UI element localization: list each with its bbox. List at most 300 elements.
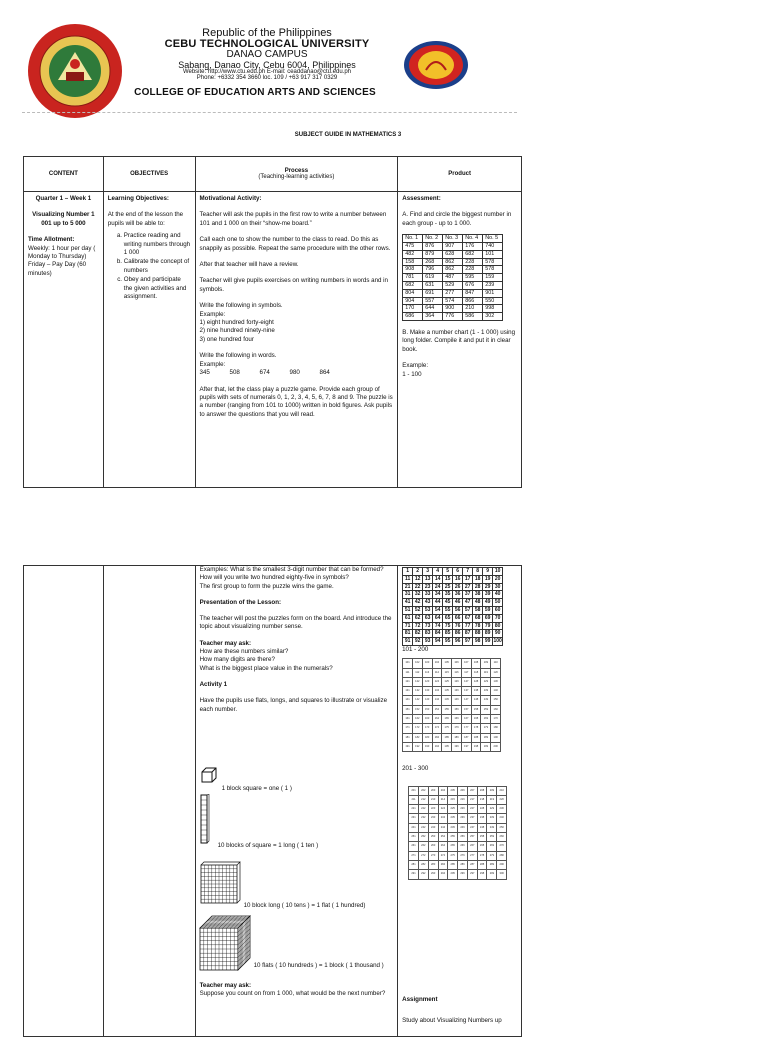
mini-chart-cell: 210 bbox=[497, 786, 507, 795]
mini-chart-row bbox=[403, 705, 501, 714]
mini-chart-cell: 193 bbox=[422, 742, 432, 751]
mini-chart-cell: 128 bbox=[471, 677, 481, 686]
mini-chart-cell: 293 bbox=[428, 870, 438, 879]
mini-chart-cell: 224 bbox=[438, 805, 448, 814]
header-divider bbox=[22, 112, 517, 113]
group-cell: 228 bbox=[463, 266, 483, 274]
mini-chart-cell: 175 bbox=[442, 724, 452, 733]
mini-chart-cell: 162 bbox=[412, 715, 422, 724]
hundred-chart-cell: 9 bbox=[483, 568, 493, 576]
hundred-chart-cell: 36 bbox=[453, 591, 463, 599]
hundred-chart-cell: 69 bbox=[483, 614, 493, 622]
group-row bbox=[403, 258, 503, 266]
mini-chart-cell: 125 bbox=[442, 677, 452, 686]
unit-cube-icon bbox=[201, 767, 217, 786]
hundred-chart-cell: 80 bbox=[493, 622, 503, 630]
product-cell-2 bbox=[398, 566, 522, 1037]
group-header-cell: No. 5 bbox=[483, 235, 503, 243]
mini-chart-cell: 123 bbox=[422, 677, 432, 686]
mini-chart-cell: 134 bbox=[432, 687, 442, 696]
hundred-chart-cell: 37 bbox=[463, 591, 473, 599]
mini-chart-cell: 154 bbox=[432, 705, 442, 714]
block1-label: 1 block square = one ( 1 ) bbox=[221, 785, 292, 792]
mini-chart-row bbox=[409, 823, 507, 832]
word-number: 345 bbox=[199, 369, 210, 377]
mini-chart-cell: 143 bbox=[422, 696, 432, 705]
hundred-chart-cell: 45 bbox=[443, 599, 453, 607]
group-cell: 277 bbox=[443, 289, 463, 297]
chart-201-300 bbox=[408, 786, 507, 880]
mini-chart-cell: 136 bbox=[452, 687, 462, 696]
mini-chart-cell: 300 bbox=[497, 870, 507, 879]
mini-chart-cell: 173 bbox=[422, 724, 432, 733]
process-cell bbox=[195, 192, 398, 488]
mini-chart-cell: 284 bbox=[438, 860, 448, 869]
hundred-chart-cell: 14 bbox=[433, 575, 443, 583]
mini-chart-cell: 245 bbox=[448, 823, 458, 832]
mini-chart-cell: 191 bbox=[403, 742, 413, 751]
mini-chart-cell: 111 bbox=[403, 668, 413, 677]
mini-chart-cell: 182 bbox=[412, 733, 422, 742]
group-cell: 631 bbox=[423, 282, 443, 290]
mini-chart-cell: 189 bbox=[481, 733, 491, 742]
group-row bbox=[403, 297, 503, 305]
group-cell: 879 bbox=[423, 250, 443, 258]
hundred-chart-cell: 54 bbox=[433, 606, 443, 614]
hundred-chart-cell: 5 bbox=[443, 568, 453, 576]
hundred-chart-cell: 73 bbox=[423, 622, 433, 630]
hundred-chart-cell: 72 bbox=[413, 622, 423, 630]
mini-chart-cell: 188 bbox=[471, 733, 481, 742]
mini-chart-cell: 166 bbox=[452, 715, 462, 724]
hundred-chart-cell: 74 bbox=[433, 622, 443, 630]
hundred-chart-cell: 53 bbox=[423, 606, 433, 614]
mini-chart-cell: 190 bbox=[491, 733, 501, 742]
time-allotment-label: Time Allotment: bbox=[28, 236, 75, 244]
mini-chart-cell: 184 bbox=[432, 733, 442, 742]
hundred-chart-cell: 24 bbox=[433, 583, 443, 591]
word-number: 980 bbox=[289, 369, 300, 377]
hundred-chart-cell: 49 bbox=[483, 599, 493, 607]
hundred-chart-cell: 82 bbox=[413, 630, 423, 638]
mini-chart-cell: 295 bbox=[448, 870, 458, 879]
group-cell: 578 bbox=[483, 266, 503, 274]
range-label-2: 201 - 300 bbox=[402, 765, 429, 773]
hundred-chart-cell: 30 bbox=[493, 583, 503, 591]
mini-chart-cell: 145 bbox=[442, 696, 452, 705]
mini-chart-cell: 138 bbox=[471, 687, 481, 696]
hundred-chart-cell: 93 bbox=[423, 638, 433, 646]
mini-chart-cell: 276 bbox=[458, 851, 468, 860]
header-university: CEBU TECHNOLOGICAL UNIVERSITY bbox=[164, 38, 370, 50]
mini-chart-cell: 108 bbox=[471, 659, 481, 668]
question-item: What is the biggest place value in the numerals? bbox=[199, 664, 333, 672]
question-item: How many digits are there? bbox=[199, 656, 275, 664]
mini-chart-cell: 109 bbox=[481, 659, 491, 668]
hundred-chart-cell: 40 bbox=[493, 591, 503, 599]
hundred-chart-cell: 1 bbox=[403, 568, 413, 576]
mini-chart-cell: 127 bbox=[461, 677, 471, 686]
mini-chart-cell: 160 bbox=[491, 705, 501, 714]
hundred-chart-cell: 61 bbox=[403, 614, 413, 622]
mini-chart-cell: 290 bbox=[497, 860, 507, 869]
block2-label: 10 blocks of square = 1 long ( 1 ten ) bbox=[217, 842, 319, 849]
symbol-item: 1) eight hundred forty-eight bbox=[199, 319, 274, 327]
mini-chart-cell: 234 bbox=[438, 814, 448, 823]
hundred-chart-row bbox=[403, 583, 503, 591]
symbol-item: 3) one hundred four bbox=[199, 335, 254, 343]
mini-chart-cell: 122 bbox=[412, 677, 422, 686]
mini-chart-cell: 221 bbox=[409, 805, 419, 814]
mini-chart-cell: 274 bbox=[438, 851, 448, 860]
mini-chart-cell: 168 bbox=[471, 715, 481, 724]
mini-chart-cell: 192 bbox=[412, 742, 422, 751]
process-p5-example: Example: bbox=[199, 310, 226, 318]
group-cell: 676 bbox=[463, 282, 483, 290]
mini-chart-cell: 186 bbox=[452, 733, 462, 742]
objective-item: b. Calibrate the concept of numbers bbox=[124, 258, 191, 275]
mini-chart-cell: 176 bbox=[452, 724, 462, 733]
mini-chart-cell: 141 bbox=[403, 696, 413, 705]
mini-chart-cell: 282 bbox=[418, 860, 428, 869]
mini-chart-cell: 106 bbox=[452, 659, 462, 668]
mini-chart-cell: 211 bbox=[409, 795, 419, 804]
block3-label: 10 block long ( 10 tens ) = 1 flat ( 1 hundred) bbox=[243, 902, 366, 909]
mini-chart-cell: 228 bbox=[477, 805, 487, 814]
mini-chart-cell: 269 bbox=[487, 842, 497, 851]
objectives-list bbox=[108, 232, 191, 301]
mini-chart-cell: 261 bbox=[409, 842, 419, 851]
mini-chart-row bbox=[409, 814, 507, 823]
process-p3: After that teacher will have a review. bbox=[199, 261, 299, 269]
group-row bbox=[403, 266, 503, 274]
mini-chart-cell: 223 bbox=[428, 805, 438, 814]
hundred-chart-cell: 66 bbox=[453, 614, 463, 622]
group-cell: 776 bbox=[443, 313, 463, 321]
mini-chart-cell: 287 bbox=[467, 860, 477, 869]
hundred-chart-cell: 41 bbox=[403, 599, 413, 607]
mini-chart-cell: 244 bbox=[438, 823, 448, 832]
mini-chart-cell: 196 bbox=[452, 742, 462, 751]
hundred-chart-cell: 31 bbox=[403, 591, 413, 599]
hundred-chart-cell: 42 bbox=[413, 599, 423, 607]
mini-chart-cell: 202 bbox=[418, 786, 428, 795]
mini-chart-cell: 222 bbox=[418, 805, 428, 814]
group-cell: 158 bbox=[403, 258, 423, 266]
mini-chart-cell: 231 bbox=[409, 814, 419, 823]
hundred-chart-cell: 62 bbox=[413, 614, 423, 622]
mini-chart-cell: 200 bbox=[491, 742, 501, 751]
group-cell: 644 bbox=[423, 305, 443, 313]
hundred-chart-cell: 33 bbox=[423, 591, 433, 599]
mini-chart-cell: 216 bbox=[458, 795, 468, 804]
group-cell: 239 bbox=[483, 282, 503, 290]
hundred-chart-cell: 46 bbox=[453, 599, 463, 607]
mini-chart-cell: 299 bbox=[487, 870, 497, 879]
mini-chart-cell: 198 bbox=[471, 742, 481, 751]
header-address: Sabang, Danao City, Cebu 6004, Philippines bbox=[178, 60, 356, 70]
mini-chart-cell: 164 bbox=[432, 715, 442, 724]
hundred-chart-cell: 3 bbox=[423, 568, 433, 576]
hundred-chart-cell: 35 bbox=[443, 591, 453, 599]
mini-chart-cell: 119 bbox=[481, 668, 491, 677]
mini-chart-cell: 257 bbox=[467, 833, 477, 842]
chart-101-200 bbox=[402, 658, 501, 752]
mini-chart-cell: 187 bbox=[461, 733, 471, 742]
mini-chart-cell: 212 bbox=[418, 795, 428, 804]
group-row bbox=[403, 243, 503, 251]
mini-chart-cell: 296 bbox=[458, 870, 468, 879]
mini-chart-cell: 243 bbox=[428, 823, 438, 832]
hundred-chart-cell: 63 bbox=[423, 614, 433, 622]
group-header-cell: No. 2 bbox=[423, 235, 443, 243]
hundred-chart-cell: 50 bbox=[493, 599, 503, 607]
hundred-chart-cell: 57 bbox=[463, 606, 473, 614]
mini-chart-cell: 288 bbox=[477, 860, 487, 869]
hundred-chart-row bbox=[403, 622, 503, 630]
mini-chart-cell: 153 bbox=[422, 705, 432, 714]
mini-chart-cell: 209 bbox=[487, 786, 497, 795]
mini-chart-cell: 297 bbox=[467, 870, 477, 879]
may-ask-label-2: Teacher may ask: bbox=[199, 982, 252, 989]
group-cell: 804 bbox=[403, 289, 423, 297]
group-cell: 682 bbox=[403, 282, 423, 290]
mini-chart-cell: 271 bbox=[409, 851, 419, 860]
group-row bbox=[403, 313, 503, 321]
header-process bbox=[195, 157, 398, 192]
group-row bbox=[403, 289, 503, 297]
hundred-chart-cell: 25 bbox=[443, 583, 453, 591]
mini-chart-cell: 139 bbox=[481, 687, 491, 696]
mini-chart-cell: 268 bbox=[477, 842, 487, 851]
mini-chart-cell: 199 bbox=[481, 742, 491, 751]
mini-chart-cell: 194 bbox=[432, 742, 442, 751]
group-row bbox=[403, 305, 503, 313]
hundred-chart-cell: 28 bbox=[473, 583, 483, 591]
mini-chart-cell: 171 bbox=[403, 724, 413, 733]
hundred-chart-cell: 91 bbox=[403, 638, 413, 646]
group-cell: 557 bbox=[423, 297, 443, 305]
mini-chart-row bbox=[403, 696, 501, 705]
mini-chart-cell: 220 bbox=[497, 795, 507, 804]
time-weekly: Weekly: 1 hour per day ( Monday to Thursday) bbox=[28, 244, 96, 261]
mini-chart-cell: 124 bbox=[432, 677, 442, 686]
hundred-chart-cell: 22 bbox=[413, 583, 423, 591]
hundred-chart-cell: 84 bbox=[433, 630, 443, 638]
mini-chart-cell: 278 bbox=[477, 851, 487, 860]
group-header-cell: No. 1 bbox=[403, 235, 423, 243]
group-cell: 628 bbox=[443, 250, 463, 258]
question-item: How are these numbers similar? bbox=[199, 648, 289, 656]
objective-item: a. Practice reading and writing numbers through 1 000 bbox=[124, 232, 191, 257]
mini-chart-cell: 129 bbox=[481, 677, 491, 686]
mini-chart-cell: 277 bbox=[467, 851, 477, 860]
hundred-chart-cell: 34 bbox=[433, 591, 443, 599]
mini-chart-cell: 142 bbox=[412, 696, 422, 705]
group-cell: 866 bbox=[463, 297, 483, 305]
mini-chart-cell: 279 bbox=[487, 851, 497, 860]
mini-chart-cell: 213 bbox=[428, 795, 438, 804]
mini-chart-cell: 227 bbox=[467, 805, 477, 814]
words-numbers bbox=[200, 369, 394, 377]
group-cell: 586 bbox=[463, 313, 483, 321]
mini-chart-row bbox=[409, 786, 507, 795]
hundred-chart-cell: 98 bbox=[473, 638, 483, 646]
header-objectives: OBJECTIVES bbox=[103, 157, 195, 192]
hundred-chart-cell: 75 bbox=[443, 622, 453, 630]
number-groups-table bbox=[402, 234, 503, 321]
mini-chart-cell: 281 bbox=[409, 860, 419, 869]
mini-chart-cell: 144 bbox=[432, 696, 442, 705]
mini-chart-row bbox=[403, 659, 501, 668]
mini-chart-cell: 246 bbox=[458, 823, 468, 832]
mini-chart-cell: 117 bbox=[461, 668, 471, 677]
mini-chart-row bbox=[409, 795, 507, 804]
group-cell: 862 bbox=[443, 266, 463, 274]
mini-chart-cell: 249 bbox=[487, 823, 497, 832]
mini-chart-cell: 275 bbox=[448, 851, 458, 860]
mini-chart-cell: 203 bbox=[428, 786, 438, 795]
subject-guide-table-continued bbox=[23, 565, 522, 1037]
group-cell: 682 bbox=[463, 250, 483, 258]
hundred-chart-cell: 64 bbox=[433, 614, 443, 622]
mini-chart-cell: 272 bbox=[418, 851, 428, 860]
content-cell bbox=[24, 192, 104, 488]
mini-chart-cell: 140 bbox=[491, 687, 501, 696]
hundred-chart-cell: 43 bbox=[423, 599, 433, 607]
mini-chart-cell: 273 bbox=[428, 851, 438, 860]
hundred-chart-cell: 86 bbox=[453, 630, 463, 638]
mini-chart-cell: 285 bbox=[448, 860, 458, 869]
word-number: 864 bbox=[319, 369, 330, 377]
hundred-chart-cell: 44 bbox=[433, 599, 443, 607]
mini-chart-cell: 130 bbox=[491, 677, 501, 686]
hundred-chart-cell: 78 bbox=[473, 622, 483, 630]
group-cell: 907 bbox=[443, 243, 463, 251]
mini-chart-cell: 235 bbox=[448, 814, 458, 823]
mini-chart-row bbox=[403, 715, 501, 724]
group-header-cell: No. 4 bbox=[463, 235, 483, 243]
group-cell: 101 bbox=[483, 250, 503, 258]
group-cell: 475 bbox=[403, 243, 423, 251]
mini-chart-cell: 113 bbox=[422, 668, 432, 677]
group-row bbox=[403, 282, 503, 290]
mini-chart-cell: 294 bbox=[438, 870, 448, 879]
mini-chart-row bbox=[403, 677, 501, 686]
mini-chart-cell: 150 bbox=[491, 696, 501, 705]
mini-chart-row bbox=[409, 842, 507, 851]
mini-chart-cell: 157 bbox=[461, 705, 471, 714]
process-p1: Teacher will ask the pupils in the first row to write a number between 101 and 1 000 on their “show-me board.” bbox=[199, 211, 387, 227]
thousand-cube-icon bbox=[199, 914, 251, 975]
group-cell: 302 bbox=[483, 313, 503, 321]
group-cell: 900 bbox=[443, 305, 463, 313]
mini-chart-cell: 206 bbox=[458, 786, 468, 795]
mini-chart-cell: 107 bbox=[461, 659, 471, 668]
group-cell: 210 bbox=[463, 305, 483, 313]
hundred-chart-cell: 47 bbox=[463, 599, 473, 607]
mini-chart-cell: 148 bbox=[471, 696, 481, 705]
process-p2: Call each one to show the number to the class to read. Do this as snappily as possible. Repeat the same procedure with the other rows. bbox=[199, 236, 391, 252]
hundred-chart-cell: 11 bbox=[403, 575, 413, 583]
hundred-chart-cell: 8 bbox=[473, 568, 483, 576]
hundred-chart-cell: 19 bbox=[483, 575, 493, 583]
mini-chart-row bbox=[403, 724, 501, 733]
mini-chart-cell: 112 bbox=[412, 668, 422, 677]
hundred-chart-cell: 4 bbox=[433, 568, 443, 576]
mini-chart-cell: 126 bbox=[452, 677, 462, 686]
document-title: SUBJECT GUIDE IN MATHEMATICS 3 bbox=[294, 132, 402, 138]
group-cell: 578 bbox=[483, 258, 503, 266]
group-cell: 159 bbox=[483, 274, 503, 282]
group-cell: 691 bbox=[423, 289, 443, 297]
mini-chart-cell: 292 bbox=[418, 870, 428, 879]
mini-chart-row bbox=[409, 870, 507, 879]
groups-header-row bbox=[403, 235, 503, 243]
topic-label: Visualizing Number 1 001 up to 5 000 bbox=[32, 211, 95, 227]
college-name: COLLEGE OF EDUCATION ARTS AND SCIENCES bbox=[134, 87, 376, 98]
time-friday: Friday – Pay Day (60 minutes) bbox=[28, 261, 87, 277]
process-cell-2 bbox=[195, 566, 398, 1037]
header-republic: Republic of the Philippines bbox=[202, 27, 332, 39]
hundred-chart-cell: 6 bbox=[453, 568, 463, 576]
hundred-chart-cell: 95 bbox=[443, 638, 453, 646]
hundred-chart-cell: 26 bbox=[453, 583, 463, 591]
hundred-chart-cell: 88 bbox=[473, 630, 483, 638]
hundred-chart-cell: 65 bbox=[443, 614, 453, 622]
range-label-1: 101 - 200 bbox=[402, 645, 429, 653]
hundred-chart-cell: 92 bbox=[413, 638, 423, 646]
group-cell: 904 bbox=[403, 297, 423, 305]
mini-chart-cell: 230 bbox=[497, 805, 507, 814]
mini-chart-cell: 253 bbox=[428, 833, 438, 842]
hundred-chart-cell: 81 bbox=[403, 630, 413, 638]
process-subtitle: (Teaching-learning activities) bbox=[258, 174, 335, 180]
quarter-label: Quarter 1 – Week 1 bbox=[35, 195, 92, 202]
hundred-chart-cell: 7 bbox=[463, 568, 473, 576]
process-p6: Write the following in words. bbox=[199, 352, 277, 360]
group-cell: 686 bbox=[403, 313, 423, 321]
mini-chart-cell: 215 bbox=[448, 795, 458, 804]
mini-chart-cell: 260 bbox=[497, 833, 507, 842]
hundred-chart-cell: 79 bbox=[483, 622, 493, 630]
group-cell: 595 bbox=[463, 274, 483, 282]
process-p4: Teacher will give pupils exercises on writing numbers in words and in symbols. bbox=[199, 277, 388, 293]
hundred-chart-cell: 51 bbox=[403, 606, 413, 614]
mini-chart-cell: 132 bbox=[412, 687, 422, 696]
hundred-chart-row bbox=[403, 599, 503, 607]
process-p6-example: Example: bbox=[199, 360, 226, 368]
mini-chart-row bbox=[409, 860, 507, 869]
mini-chart-cell: 174 bbox=[432, 724, 442, 733]
hundred-chart-cell: 90 bbox=[493, 630, 503, 638]
mini-chart-cell: 218 bbox=[477, 795, 487, 804]
hundred-chart-cell: 94 bbox=[433, 638, 443, 646]
mini-chart-cell: 262 bbox=[418, 842, 428, 851]
group-cell: 364 bbox=[423, 313, 443, 321]
mini-chart-row bbox=[403, 742, 501, 751]
mini-chart-cell: 105 bbox=[442, 659, 452, 668]
mini-chart-cell: 201 bbox=[409, 786, 419, 795]
mini-chart-cell: 252 bbox=[418, 833, 428, 842]
mini-chart-cell: 217 bbox=[467, 795, 477, 804]
hundred-chart-cell: 89 bbox=[483, 630, 493, 638]
mini-chart-cell: 270 bbox=[497, 842, 507, 851]
mini-chart-row bbox=[409, 833, 507, 842]
mini-chart-cell: 286 bbox=[458, 860, 468, 869]
group-row bbox=[403, 250, 503, 258]
hundred-chart-cell: 70 bbox=[493, 614, 503, 622]
